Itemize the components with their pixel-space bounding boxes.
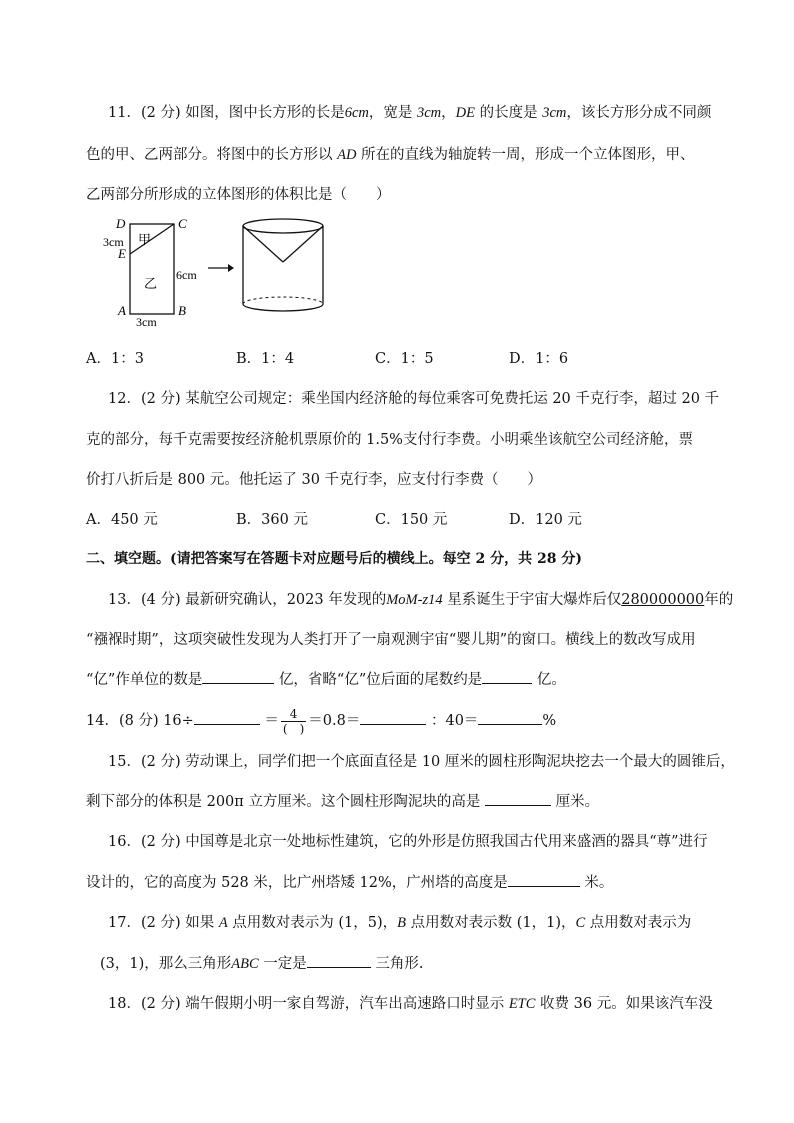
q12-option-d[interactable]: D．120 元 xyxy=(509,512,582,528)
q14-blank-2[interactable] xyxy=(360,710,426,725)
q14-blank-1[interactable] xyxy=(194,710,260,725)
label-height: 6cm xyxy=(176,268,197,282)
q14-fraction: $\frac{4}{( )}$ xyxy=(282,706,305,736)
q12-option-b[interactable]: B．360 元 xyxy=(236,512,308,528)
q11-option-b[interactable]: B．1：4 xyxy=(236,351,295,367)
label-jia: 甲 xyxy=(138,232,152,247)
cone-right xyxy=(283,226,323,262)
q11-line-3: 乙两部分所形成的立体图形的体积比是（ ） xyxy=(86,187,391,203)
cylinder xyxy=(243,219,323,311)
q11-option-c[interactable]: C．1：5 xyxy=(375,351,434,367)
q13-line-3: “亿”作单位的数是 亿，省略“亿”位后面的尾数约是 亿。 xyxy=(86,668,566,689)
label-E: E xyxy=(118,246,126,261)
arrow-head xyxy=(228,264,234,272)
q18-line-1: 18．(2 分) 端午假期小明一家自驾游，汽车出高速路口时显示 ETC 收费 36 元。如果该汽车没 xyxy=(108,996,713,1012)
label-B: B xyxy=(178,303,186,318)
q12-line-3: 价打八折后是 800 元。他托运了 30 千克行李，应支付行李费（ ） xyxy=(86,472,543,488)
q13-line-2: “襁褓时期”，这项突破性发现为人类打开了一扇观测宇宙“婴儿期”的窗口。横线上的数改写成用 xyxy=(86,632,696,648)
q11-line-2: 色的甲、乙两部分。将图中的长方形以 AD 所在的直线为轴旋转一周，形成一个立体图形，甲、 xyxy=(86,147,695,163)
diagonal-ec xyxy=(130,224,174,254)
q11-line-1: 11．(2 分) 如图，图中长方形的长是6cm，宽是 3cm，DE 的长度是 3cm，该长方形分成不同颜 xyxy=(108,105,712,121)
q16-blank[interactable] xyxy=(508,872,580,887)
q14-line: 14．(8 分) 16÷ ＝ $\frac{4}{( )}$ ＝0.8＝ ：40＝ % xyxy=(86,706,557,736)
q12-line-2: 克的部分，每千克需要按经济舱机票原价的 1.5%支付行李费。小明乘坐该航空公司经济舱，票 xyxy=(86,432,693,448)
label-D: D xyxy=(116,216,126,231)
section-fill-in-heading: 二、填空题。(请把答案写在答题卡对应题号后的横线上。每空 2 分，共 28 分) xyxy=(86,551,582,567)
q14-blank-3[interactable] xyxy=(478,710,542,725)
label-de: 3cm xyxy=(103,235,124,249)
label-yi: 乙 xyxy=(144,276,158,291)
q17-blank[interactable] xyxy=(307,953,371,968)
q12-option-c[interactable]: C．150 元 xyxy=(375,512,448,528)
q16-line-1: 16．(2 分) 中国尊是北京一处地标性建筑，它的外形是仿照我国古代用来盛酒的器具“尊”进行 xyxy=(108,834,708,850)
q13-line-1: 13．(4 分) 最新研究确认，2023 年发现的MoM-z14 星系诞生于宇宙大爆炸后仅280000000年的 xyxy=(108,592,734,608)
q13-blank-1[interactable] xyxy=(202,669,274,684)
rectangle-abcd xyxy=(130,224,174,314)
label-width: 3cm xyxy=(136,315,157,329)
q11-option-d[interactable]: D．1：6 xyxy=(509,351,569,367)
q11-option-a[interactable]: A．1：3 xyxy=(86,351,144,367)
q17-line-1: 17．(2 分) 如果 A 点用数对表示为 (1，5)，B 点用数对表示数 (1，1)，C 点用数对表示为 xyxy=(108,915,692,931)
q11-figure xyxy=(100,212,360,330)
q17-line-2: (3，1)，那么三角形ABC 一定是 三角形. xyxy=(100,952,423,973)
label-C: C xyxy=(178,216,187,231)
q16-line-2: 设计的，它的高度为 528 米，比广州塔矮 12%，广州塔的高度是 米。 xyxy=(86,871,613,892)
q15-line-1: 15．(2 分) 劳动课上，同学们把一个底面直径是 10 厘米的圆柱形陶泥块挖去一个最大的圆锥后， xyxy=(108,754,735,770)
cone-left xyxy=(243,226,283,262)
label-A: A xyxy=(118,303,126,318)
q15-blank[interactable] xyxy=(485,791,551,806)
q12-option-a[interactable]: A．450 元 xyxy=(86,512,158,528)
q12-line-1: 12．(2 分) 某航空公司规定：乘坐国内经济舱的每位乘客可免费托运 20 千克行李，超过 20 千 xyxy=(108,391,720,407)
q13-blank-2[interactable] xyxy=(482,669,532,684)
q15-line-2: 剩下部分的体积是 200π 立方厘米。这个圆柱形陶泥块的高是 厘米。 xyxy=(86,790,599,811)
